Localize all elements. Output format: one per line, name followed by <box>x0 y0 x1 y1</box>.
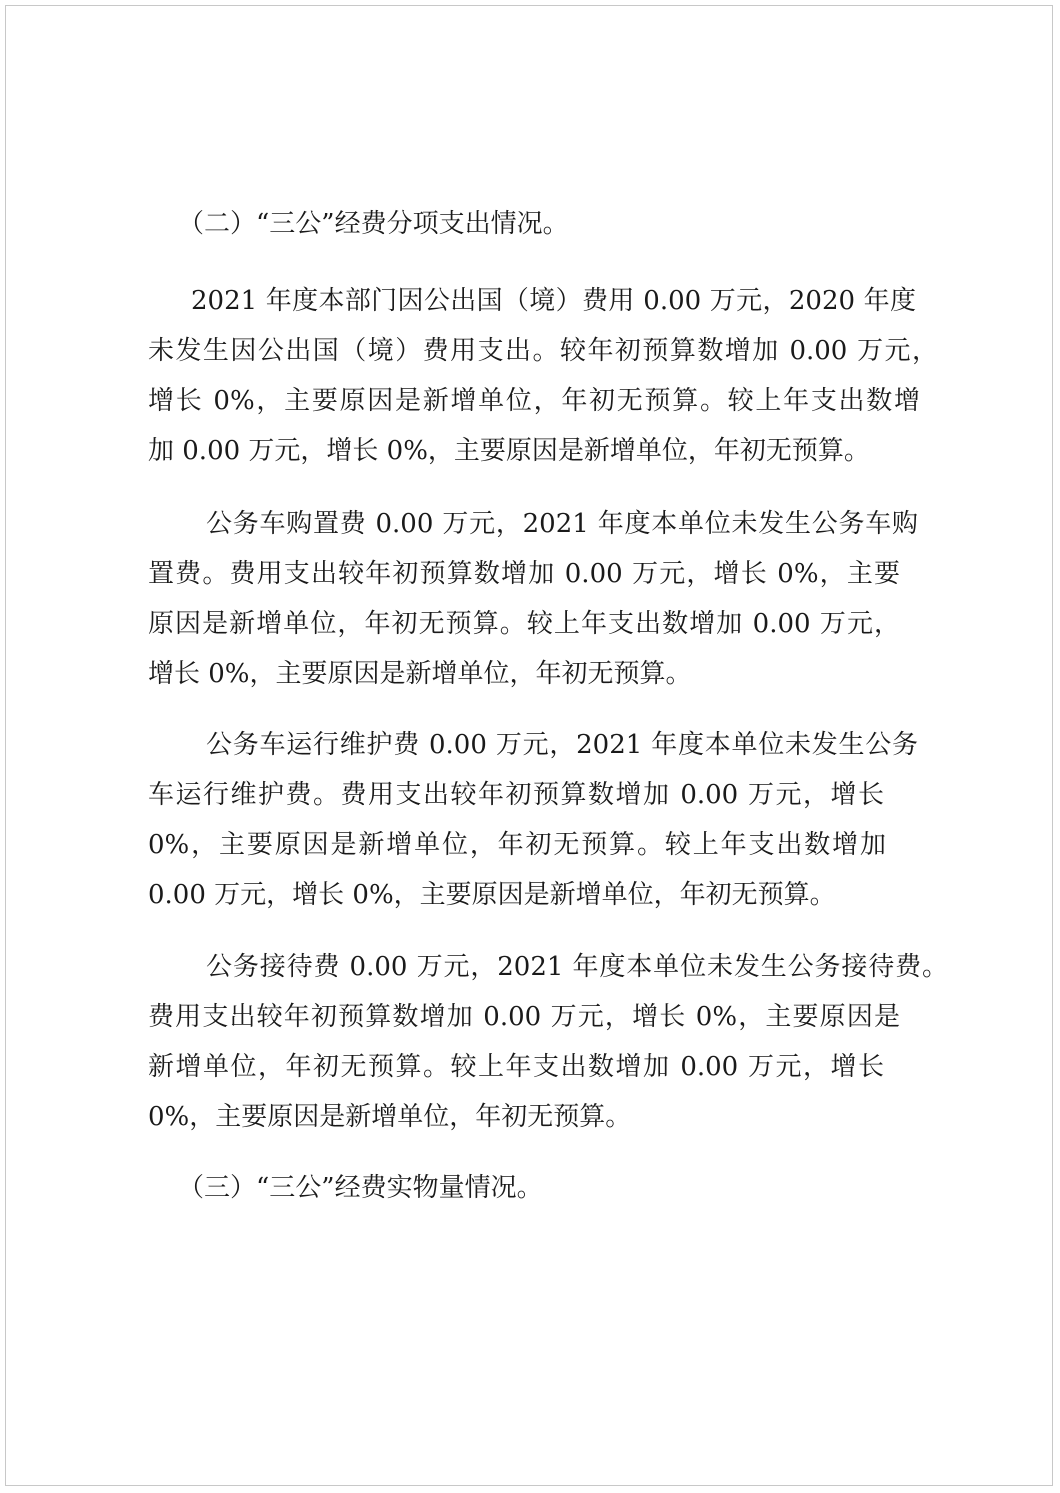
paragraph-line: 增长 0%，主要原因是新增单位，年初无预算。 <box>148 659 692 689</box>
document-page <box>5 5 1053 1486</box>
paragraph-line: 加 0.00 万元，增长 0%，主要原因是新增单位，年初无预算。 <box>148 436 870 466</box>
paragraph-line: 车运行维护费。费用支出较年初预算数增加 0.00 万元，增长 <box>148 780 884 810</box>
paragraph-line: 费用支出较年初预算数增加 0.00 万元，增长 0%，主要原因是 <box>148 1002 900 1032</box>
paragraph-line: 公务接待费 0.00 万元，2021 年度本单位未发生公务接待费。 <box>206 952 948 982</box>
paragraph-line: 2021 年度本部门因公出国（境）费用 0.00 万元，2020 年度 <box>191 286 916 316</box>
paragraph-line: 0%，主要原因是新增单位，年初无预算。 <box>148 1102 632 1132</box>
paragraph-line: 增长 0%，主要原因是新增单位，年初无预算。较上年支出数增 <box>148 386 920 416</box>
paragraph-line: 新增单位，年初无预算。较上年支出数增加 0.00 万元，增长 <box>148 1052 884 1082</box>
paragraph-line: 0%，主要原因是新增单位，年初无预算。较上年支出数增加 <box>148 830 886 860</box>
paragraph-line: 原因是新增单位，年初无预算。较上年支出数增加 0.00 万元， <box>148 609 900 639</box>
paragraph-line: 0.00 万元，增长 0%，主要原因是新增单位，年初无预算。 <box>148 880 836 910</box>
paragraph-line: 未发生因公出国（境）费用支出。较年初预算数增加 0.00 万元， <box>148 336 938 366</box>
section-heading-2: （二）“三公”经费分项支出情况。 <box>178 209 569 239</box>
paragraph-line: 置费。费用支出较年初预算数增加 0.00 万元，增长 0%，主要 <box>148 559 900 589</box>
paragraph-line: 公务车购置费 0.00 万元，2021 年度本单位未发生公务车购 <box>206 509 918 539</box>
paragraph-line: 公务车运行维护费 0.00 万元，2021 年度本单位未发生公务 <box>206 730 918 760</box>
section-heading-3: （三）“三公”经费实物量情况。 <box>178 1173 543 1203</box>
